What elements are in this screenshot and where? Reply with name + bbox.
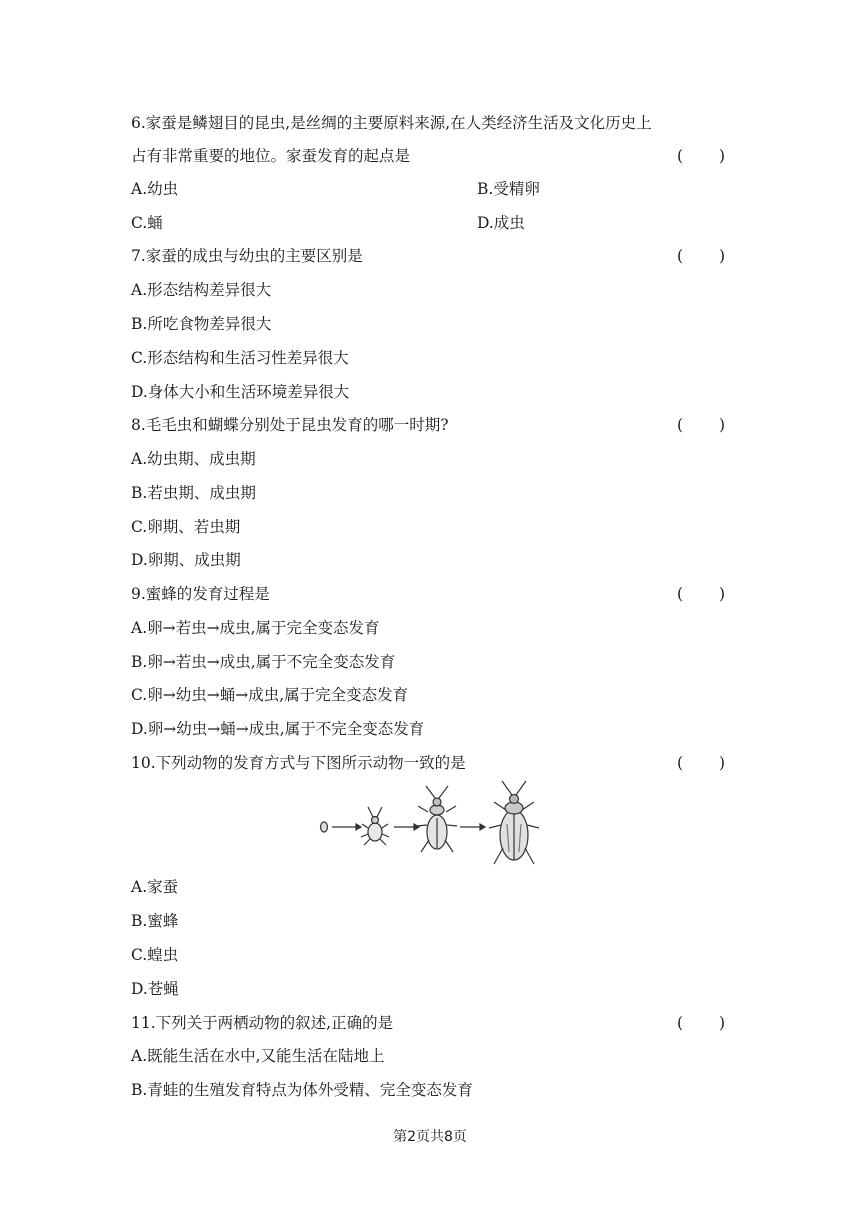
q9-option-a[interactable]: A.卵→若虫→成虫,属于完全变态发育 — [131, 619, 380, 637]
q6-option-c[interactable]: C.蛹 — [131, 214, 163, 232]
bracket-open: ( — [677, 416, 684, 434]
q9-option-b[interactable]: B.卵→若虫→成虫,属于不完全变态发育 — [131, 653, 396, 671]
q6-stem-line1: 6.家蚕是鳞翅目的昆虫,是丝绸的主要原料来源,在人类经济生活及文化历史上 — [131, 114, 652, 132]
bracket-close: ) — [718, 416, 725, 434]
q8-option-c[interactable]: C.卵期、若虫期 — [131, 518, 241, 536]
q7-option-a[interactable]: A.形态结构差异很大 — [131, 281, 272, 299]
large-nymph-icon — [417, 786, 457, 852]
q8-stem-row — [131, 414, 725, 436]
q7-option-c[interactable]: C.形态结构和生活习性差异很大 — [131, 349, 349, 367]
q8-option-a[interactable]: A.幼虫期、成虫期 — [131, 450, 256, 468]
q6-option-a[interactable]: A.幼虫 — [131, 180, 179, 198]
q6-stem-line2: 占有非常重要的地位。家蚕发育的起点是 — [131, 147, 411, 165]
bracket-open: ( — [677, 1014, 684, 1032]
q7-answer-bracket[interactable] — [677, 245, 725, 267]
bracket-close: ) — [718, 147, 725, 165]
q10-stem: 10.下列动物的发育方式与下图所示动物一致的是 — [131, 754, 466, 772]
arrow-icon — [332, 824, 361, 830]
q8-option-b[interactable]: B.若虫期、成虫期 — [131, 484, 256, 502]
q11-option-a[interactable]: A.既能生活在水中,又能生活在陆地上 — [131, 1047, 385, 1065]
egg-icon — [321, 822, 328, 832]
q6-stem-line2-row — [131, 145, 725, 167]
bracket-close: ) — [718, 1014, 725, 1032]
q6-options-row2 — [131, 212, 725, 234]
q9-stem-row — [131, 583, 725, 605]
adult-insect-icon — [489, 781, 539, 864]
q9-option-d[interactable]: D.卵→幼虫→蛹→成虫,属于不完全变态发育 — [131, 720, 425, 738]
q10-stem-row — [131, 752, 725, 774]
q10-option-b[interactable]: B.蜜蜂 — [131, 912, 179, 930]
q10-answer-bracket[interactable] — [677, 752, 725, 774]
page-footer: 第2页共8页 — [393, 1129, 467, 1145]
q9-answer-bracket[interactable] — [677, 583, 725, 605]
bracket-open: ( — [677, 147, 684, 165]
arrow-icon — [394, 824, 419, 830]
q11-stem: 11.下列关于两栖动物的叙述,正确的是 — [131, 1014, 394, 1032]
q10-option-a[interactable]: A.家蚕 — [131, 878, 179, 896]
bracket-close: ) — [718, 754, 725, 772]
q6-option-b[interactable]: B.受精卵 — [477, 180, 540, 198]
q6-answer-bracket[interactable] — [677, 145, 725, 167]
q6-options-row1 — [131, 178, 725, 200]
bracket-open: ( — [677, 754, 684, 772]
q8-stem: 8.毛毛虫和蝴蝶分别处于昆虫发育的哪一时期? — [131, 416, 449, 434]
insect-life-cycle-figure — [318, 780, 546, 870]
q11-answer-bracket[interactable] — [677, 1012, 725, 1034]
arrow-icon — [460, 824, 485, 830]
q10-option-d[interactable]: D.苍蝇 — [131, 980, 179, 998]
q11-stem-row — [131, 1012, 725, 1034]
q6-option-d[interactable]: D.成虫 — [477, 214, 525, 232]
bracket-open: ( — [677, 585, 684, 603]
q10-option-c[interactable]: C.蝗虫 — [131, 946, 179, 964]
q8-answer-bracket[interactable] — [677, 414, 725, 436]
q11-option-b[interactable]: B.青蛙的生殖发育特点为体外受精、完全变态发育 — [131, 1081, 473, 1099]
q7-stem-row — [131, 245, 725, 267]
q7-stem: 7.家蚕的成虫与幼虫的主要区别是 — [131, 247, 363, 265]
q7-option-d[interactable]: D.身体大小和生活环境差异很大 — [131, 383, 350, 401]
bracket-close: ) — [718, 585, 725, 603]
q8-option-d[interactable]: D.卵期、成虫期 — [131, 551, 241, 569]
q7-option-b[interactable]: B.所吃食物差异很大 — [131, 315, 272, 333]
q9-stem: 9.蜜蜂的发育过程是 — [131, 585, 270, 603]
q9-option-c[interactable]: C.卵→幼虫→蛹→成虫,属于完全变态发育 — [131, 686, 409, 704]
small-nymph-icon — [361, 807, 389, 845]
bracket-open: ( — [677, 247, 684, 265]
bracket-close: ) — [718, 247, 725, 265]
